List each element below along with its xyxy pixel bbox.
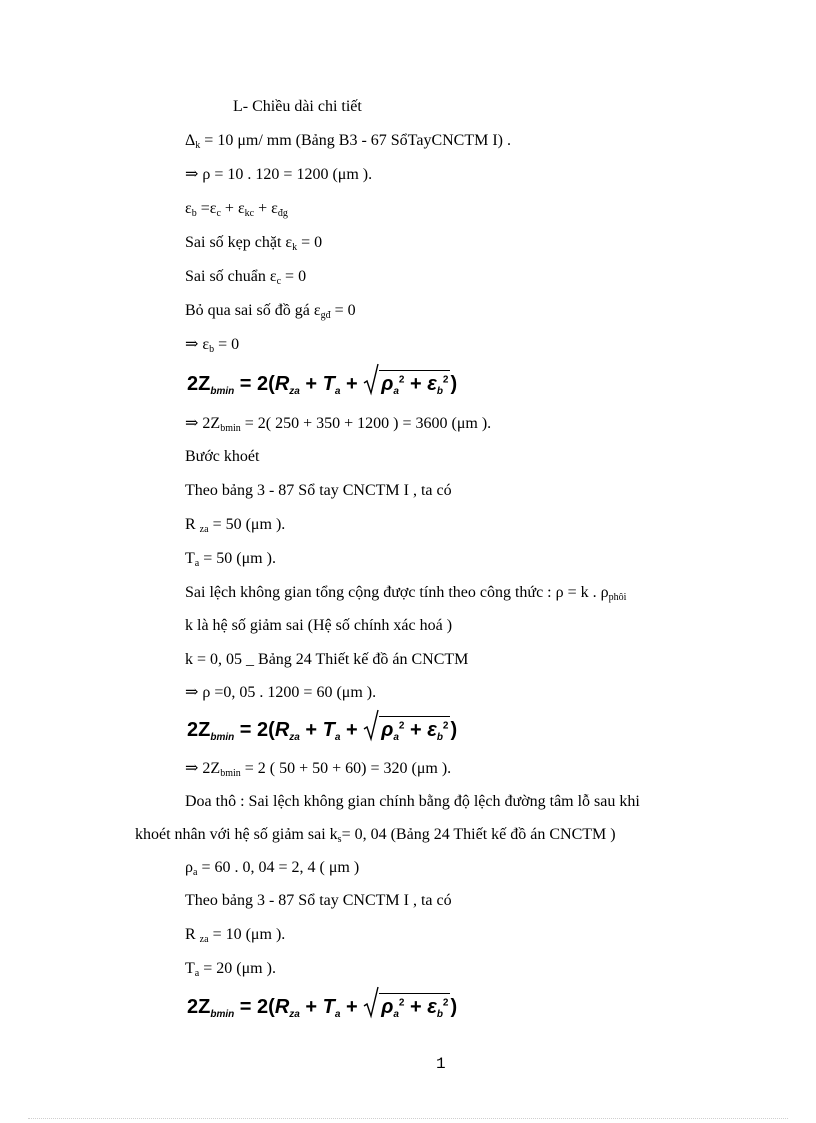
text-line-rough-boring: Doa thô : Sai lệch không gian chính bằng độ lệch đường tâm lỗ sau khi [185, 793, 640, 810]
text-line-rza-10: R $_{za}$ = 10 (μm ). [185, 926, 286, 945]
text-line-result-2: ⇒ $2Z_{bmin} = 2$ ( 50 + 50 + 60) = 320 (μm ). [185, 760, 452, 779]
text-line-datum-error: Sai số chuẩn $\varepsilon_c = 0$ [185, 268, 307, 287]
text-line-rho-a: $\rho_a = 60$ . 0, 04 = 2, 4 ( μm ) [185, 859, 360, 878]
page-footer-divider [28, 1118, 788, 1119]
text-line-step-reaming: Bước khoét [185, 448, 260, 465]
text-line-rza-50: R $_{za}$ = 50 (μm ). [185, 516, 286, 535]
sqrt-symbol: $\rho_a^2 + \varepsilon_b^2$ [363, 990, 450, 1024]
text-line-delta: $\Delta_k = 10$ μm/ mm (Bảng B3 - 67 SổTayCNCTM I) . [185, 132, 511, 151]
text-line-k-coefficient: k là hệ số giảm sai (Hệ số chính xác hoá ) [185, 617, 453, 634]
sqrt-symbol: $\rho_a^2 + \varepsilon_b^2$ [363, 367, 450, 401]
text-line-epsilon-sum: $\varepsilon_b =\varepsilon_c + \varepsilon_{kc} + \varepsilon_{đg}$ [185, 200, 288, 219]
formula-zbmin: $2Z_{bmin} = 2(R_{za} + T_a$ + $\rho_a^2 + \varepsilon_b^2$ ) [187, 367, 457, 401]
text-line-table-ref-2: Theo bảng 3 - 87 Sổ tay CNCTM I , ta có [185, 892, 452, 909]
sqrt-symbol: $\rho_a^2 + \varepsilon_b^2$ [363, 713, 450, 747]
text-line-rho-60: ⇒ ρ =0, 05 . 1200 = 60 (μm ). [185, 684, 377, 701]
page-number: 1 [436, 1055, 446, 1073]
text-line-clamp-error: Sai số kẹp chặt $\varepsilon_k = 0$ [185, 234, 323, 253]
formula-zbmin: $2Z_{bmin} = 2(R_{za} + T_a$ + $\rho_a^2 + \varepsilon_b^2$ ) [187, 713, 457, 747]
formula-zbmin: $2Z_{bmin} = 2(R_{za} + T_a$ + $\rho_a^2 + \varepsilon_b^2$ ) [187, 990, 457, 1024]
text-line-rho: ⇒ ρ = 10 . 120 = 1200 (μm ). [185, 166, 373, 183]
text-line-spatial-deviation: Sai lệch không gian tổng cộng được tính theo công thức : ρ = k . $\rho_{phôi}$ [185, 584, 627, 603]
section-heading: L- Chiều dài chi tiết [233, 98, 362, 115]
text-line-epsilon-b: ⇒ $\varepsilon_b = 0$ [185, 336, 240, 355]
text-line-fixture-error: Bỏ qua sai số đồ gá $\varepsilon_{gđ} = 0$ [185, 302, 356, 321]
text-line-table-ref-1: Theo bảng 3 - 87 Sổ tay CNCTM I , ta có [185, 482, 452, 499]
text-line-ta-20: $T_a = 20$ (μm ). [185, 960, 276, 979]
text-line-result-1: ⇒ $2Z_{bmin} = 2$( 250 + 350 + 1200 ) = 3600 (μm ). [185, 415, 492, 434]
text-line-ta-50: $T_a = 50$ (μm ). [185, 550, 276, 569]
text-line-k-value: k = 0, 05 _ Bảng 24 Thiết kế đồ án CNCTM [185, 651, 469, 668]
text-line-reduction-factor: khoét nhân với hệ số giảm sai $k_s= 0$, 04 (Bảng 24 Thiết kế đồ án CNCTM ) [135, 826, 616, 845]
